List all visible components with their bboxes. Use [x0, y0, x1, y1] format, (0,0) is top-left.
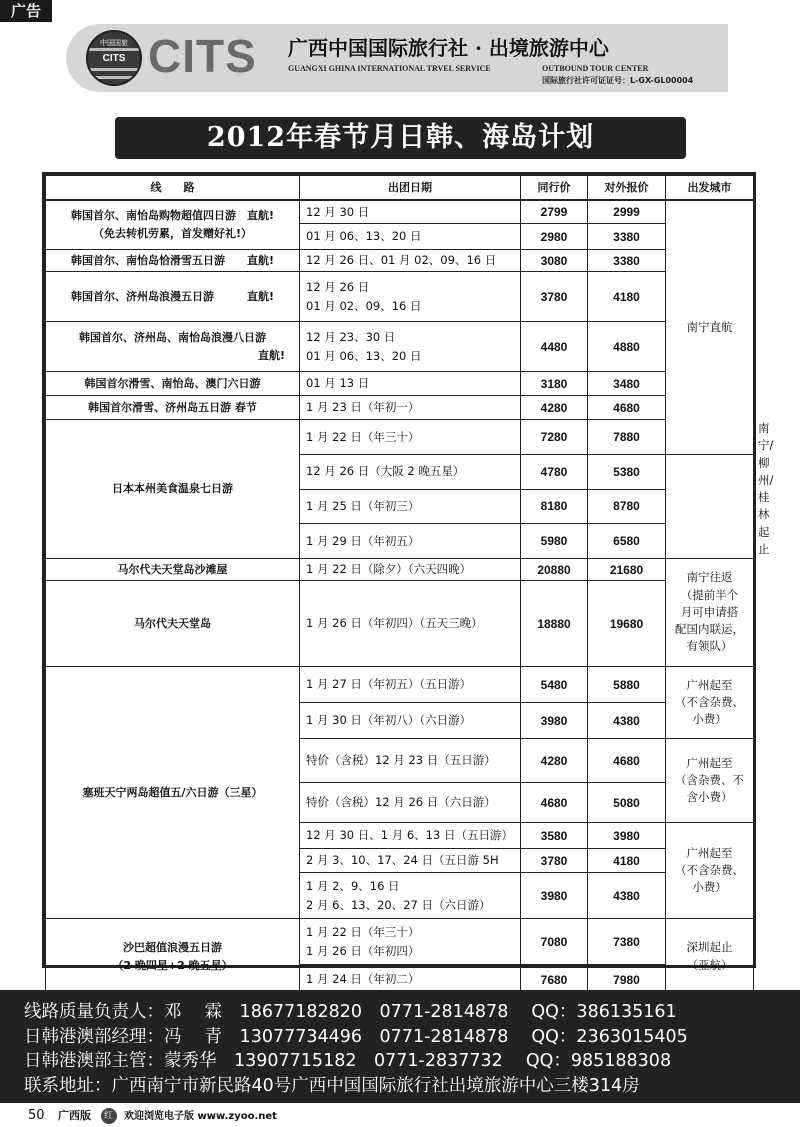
peer-price: 3080 [521, 250, 588, 272]
contact-address: 联系地址：广西南宁市新民路40号广西中国国际旅行社出境旅游中心三楼314房 [24, 1075, 640, 1096]
peer-price: 2799 [521, 200, 588, 224]
logo-label: CITS [102, 53, 126, 64]
route-cell: 马尔代夫天堂岛沙滩屋 [46, 559, 300, 581]
retail-price: 7980 [588, 965, 666, 995]
retail-price: 5880 [588, 667, 666, 703]
table-row [46, 322, 754, 372]
table-row [46, 667, 754, 703]
table-row [46, 919, 754, 965]
city-cell: 深圳起止 （亚航） [666, 919, 754, 995]
table-row [46, 200, 754, 224]
peer-price: 3980 [521, 873, 588, 919]
peer-price: 4280 [521, 739, 588, 783]
peer-price: 8180 [521, 489, 588, 524]
peer-price: 4480 [521, 322, 588, 372]
date-cell: 1 月 2、9、16 日 2 月 6、13、20、27 日（六日游） [300, 873, 521, 919]
peer-price: 2980 [521, 224, 588, 250]
date-cell: 01 月 06、13、20 日 [300, 224, 521, 250]
date-cell: 1 月 22 日（除夕）（六天四晚） [300, 559, 521, 581]
ad-tag: 广告 [0, 0, 52, 22]
retail-price: 4180 [588, 849, 666, 873]
brand-wordmark: CITS [148, 30, 257, 82]
date-cell: 1 月 27 日（年初五）（五日游） [300, 667, 521, 703]
date-cell: 1 月 24 日（年初二） [300, 965, 521, 995]
retail-price: 4880 [588, 322, 666, 372]
col-retail-price: 对外报价 [588, 176, 666, 200]
tour-table [42, 172, 774, 987]
route-cell: 日本本州美食温泉七日游 [46, 420, 300, 559]
contact-line-supervisor: 日韩港澳部主管：蒙秀华 13907715182 0771-2837732 QQ：985188308 [24, 1051, 672, 1071]
date-cell: 1 月 26 日（年初四）（五天三晚） [300, 581, 521, 667]
page-number: 50 [28, 1108, 45, 1123]
date-cell: 2 月 3、10、17、24 日（五日游 5H [300, 849, 521, 873]
peer-price: 5980 [521, 524, 588, 559]
table-row: 日本本州美食温泉七日游 1 月 22 日（年三十） 7280 7880 南宁/柳州/ 桂林起止 [46, 420, 754, 455]
route-cell: 韩国首尔滑雪、济州岛五日游 春节 [46, 396, 300, 420]
peer-price: 20880 [521, 559, 588, 581]
table-row [46, 372, 754, 396]
peer-price: 3780 [521, 849, 588, 873]
header-banner [66, 24, 728, 92]
company-name-cn: 广西中国国际旅行社 · 出境旅游中心 [288, 36, 609, 60]
retail-price: 21680 [588, 559, 666, 581]
table-row [46, 581, 754, 667]
license-number: 国际旅行社许可证证号：L-GX-GL00004 [542, 76, 694, 85]
route-cell: 韩国首尔、济州岛浪漫五日游 直航! [46, 272, 300, 322]
peer-price: 3580 [521, 823, 588, 849]
route-cell: 韩国首尔、南怡岛购物超值四日游 直航! （免去转机劳累，首发赠好礼!） [46, 200, 300, 250]
retail-price: 7880 [588, 420, 666, 455]
date-cell: 01 月 13 日 [300, 372, 521, 396]
retail-price: 3380 [588, 224, 666, 250]
retail-price: 4180 [588, 272, 666, 322]
date-cell: 12 月 26 日（大阪 2 晚五星） [300, 454, 521, 489]
date-cell: 1 月 30 日（年初八）（六日游） [300, 703, 521, 739]
retail-price: 5080 [588, 783, 666, 823]
peer-price: 18880 [521, 581, 588, 667]
red-seal-icon: 红 [101, 1108, 117, 1124]
route-cell: 韩国首尔滑雪、南怡岛、澳门六日游 [46, 372, 300, 396]
peer-price: 4280 [521, 396, 588, 420]
table-row [46, 272, 754, 322]
date-cell: 1 月 22 日（年三十） 1 月 26 日（年初四） [300, 919, 521, 965]
peer-price: 7680 [521, 965, 588, 995]
date-cell: 1 月 23 日（年初一） [300, 396, 521, 420]
col-peer-price: 同行价 [521, 176, 588, 200]
city-cell: 广州起至 （不含杂费、 小费） [666, 667, 754, 739]
peer-price: 5480 [521, 667, 588, 703]
route-cell: 韩国首尔、济州岛、南怡岛浪漫八日游 直航! [46, 322, 300, 372]
peer-price: 3780 [521, 272, 588, 322]
peer-price: 4680 [521, 783, 588, 823]
route-cell: 马尔代夫天堂岛 [46, 581, 300, 667]
table-row [46, 396, 754, 420]
date-cell: 特价（含税）12 月 26 日（六日游） [300, 783, 521, 823]
center-name-en: OUTBOUND TOUR CENTER [542, 64, 649, 73]
date-cell: 12 月 30 日、1 月 6、13 日（五日游） [300, 823, 521, 849]
date-cell: 1 月 22 日（年三十） [300, 420, 521, 455]
peer-price: 7080 [521, 919, 588, 965]
retail-price: 3980 [588, 823, 666, 849]
col-date: 出团日期 [300, 176, 521, 200]
date-cell: 12 月 30 日 [300, 200, 521, 224]
retail-price: 4680 [588, 739, 666, 783]
retail-price: 8780 [588, 489, 666, 524]
retail-price: 4680 [588, 396, 666, 420]
col-route: 线 路 [46, 176, 300, 200]
contact-footer [0, 990, 800, 1103]
retail-price: 3380 [588, 250, 666, 272]
retail-price: 3480 [588, 372, 666, 396]
table-row [46, 559, 754, 581]
date-cell: 1 月 25 日（年初三） [300, 489, 521, 524]
page-title: 2012年春节月日韩、海岛计划 [115, 117, 686, 159]
date-cell: 特价（含税）12 月 23 日（五日游） [300, 739, 521, 783]
retail-price: 5380 [588, 454, 666, 489]
city-cell: 广州起至 （含杂费、不 含小费） [666, 739, 754, 823]
logo-top-text: 中国国旅 [100, 39, 128, 47]
contact-line-manager: 日韩港澳部经理：冯 青 13077734496 0771-2814878 QQ：2363015405 [24, 1026, 688, 1047]
table-header-row [46, 176, 754, 200]
route-cell: 沙巴超值浪漫五日游 （2 晚四星+2 晚五星） [46, 919, 300, 995]
website-link[interactable]: 欢迎浏览电子版 www.zyoo.net [124, 1111, 277, 1122]
retail-price: 6580 [588, 524, 666, 559]
retail-price: 7380 [588, 919, 666, 965]
city-cell: 南宁直航 [666, 200, 754, 455]
company-name-en: GUANGXI GHINA INTERNATIONAL TRVEL SERVICE [288, 64, 491, 73]
peer-price: 4780 [521, 454, 588, 489]
retail-price: 4380 [588, 873, 666, 919]
date-cell: 12 月 26 日、01 月 02、09、16 日 [300, 250, 521, 272]
table-row [46, 250, 754, 272]
edition-label: 广西版 [58, 1109, 92, 1122]
date-cell: 12 月 23、30 日 01 月 06、13、20 日 [300, 322, 521, 372]
retail-price: 19680 [588, 581, 666, 667]
date-cell: 1 月 29 日（年初五） [300, 524, 521, 559]
city-cell: 广州起至 （不含杂费、 小费） [666, 823, 754, 919]
date-cell: 12 月 26 日 01 月 02、09、16 日 [300, 272, 521, 322]
col-city: 出发城市 [666, 176, 754, 200]
retail-price: 4380 [588, 703, 666, 739]
peer-price: 7280 [521, 420, 588, 455]
route-cell: 塞班天宁两岛超值五/六日游（三星） [46, 667, 300, 919]
retail-price: 2999 [588, 200, 666, 224]
city-cell: 南宁往返 （提前半个 月可申请搭 配国内联运， 有领队） [666, 559, 754, 667]
peer-price: 3180 [521, 372, 588, 396]
cits-logo-icon [86, 30, 142, 86]
route-cell: 韩国首尔、南怡岛恰滑雪五日游 直航! [46, 250, 300, 272]
contact-line-quality: 线路质量负责人：邓 霖 18677182820 0771-2814878 QQ：386135161 [24, 1002, 677, 1022]
page-footer [0, 1104, 800, 1127]
peer-price: 3980 [521, 703, 588, 739]
